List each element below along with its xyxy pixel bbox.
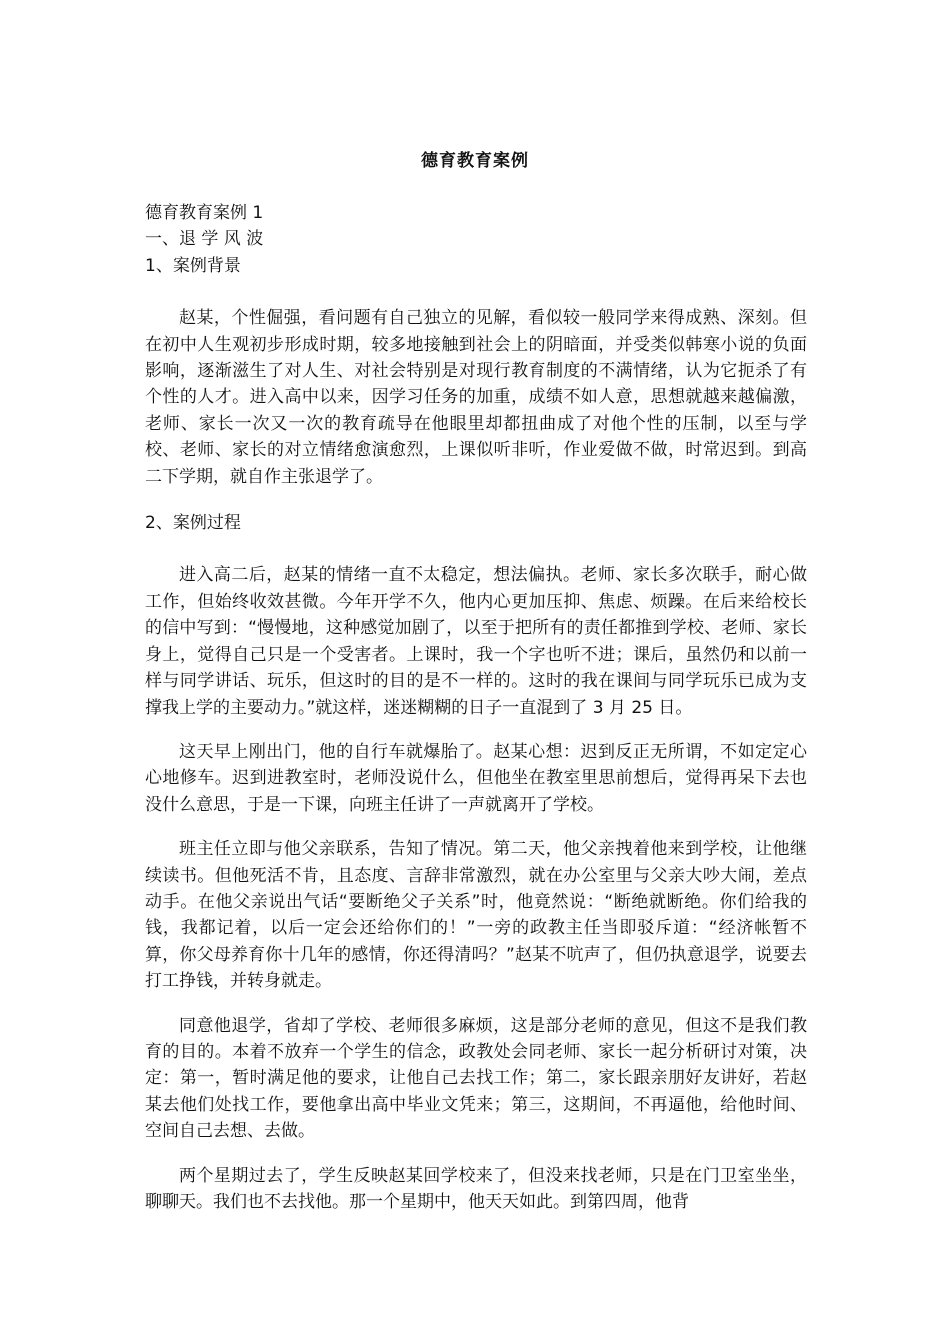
heading-background: 1、案例背景 bbox=[145, 255, 241, 276]
case-label: 德育教育案例 1 bbox=[145, 203, 264, 223]
paragraph: 进入高二后，赵某的情绪一直不太稳定，想法偏执。老师、家长多次联手，耐心做工作，但始终收效甚微。今年开学不久，他内心更加压抑、焦虑、烦躁。在后来给校长的信中写到：“慢慢地，这种感觉加剧了，以至于把所有的责任都推到学校、老师、家长身上，觉得自己只是一个受害者。上课时，我一个字也听不进；课后，虽然仍和以前一样与同学讲话、玩乐，但这时的目的是不一样的。这时的我在课间与同学玩乐已成为支撑我上学的主要动力。”就这样，迷迷糊糊的日子一直混到了 3 月 25 日。 bbox=[145, 565, 807, 718]
heading-process: 2、案例过程 bbox=[145, 513, 241, 534]
paragraph-background: 赵某，个性倔强，看问题有自己独立的见解，看似较一般同学来得成熟、深刻。但在初中人生观初步形成时期，较多地接触到社会上的阴暗面，并受类似韩寒小说的负面影响，逐渐滋生了对人生、对社会特别是对现行教育制度的不满情绪，认为它扼杀了有个性的人才。进入高中以来，因学习任务的加重，成绩不如人意，思想就越来越偏激，老师、家长一次又一次的教育疏导在他眼里却都扭曲成了对他个性的压制，以至与学校、老师、家长的对立情绪愈演愈烈，上课似听非听，作业爱做不做，时常迟到。到高二下学期，就自作主张退学了。 bbox=[145, 308, 807, 487]
paragraph: 两个星期过去了，学生反映赵某回学校来了，但没来找老师，只是在门卫室坐坐，聊聊天。我们也不去找他。那一个星期中，他天天如此。到第四周，他背 bbox=[145, 1165, 807, 1212]
paragraph: 班主任立即与他父亲联系，告知了情况。第二天，他父亲拽着他来到学校，让他继续读书。但他死活不肯，且态度、言辞非常激烈，就在办公室里与父亲大吵大闹，差点动手。在他父亲说出气话“要断绝父子关系”时，他竟然说：“断绝就断绝。你们给我的钱，我都记着，以后一定会还给你们的！”一旁的政教主任当即驳斥道：“经济帐暂不算，你父母养育你十几年的感情，你还得清吗？”赵某不吭声了，但仍执意退学，说要去打工挣钱，并转身就走。 bbox=[145, 839, 807, 992]
document-title: 德育教育案例 bbox=[421, 151, 529, 171]
document-body bbox=[145, 200, 807, 1215]
paragraph: 同意他退学，省却了学校、老师很多麻烦，这是部分老师的意见，但这不是我们教育的目的。本着不放弃一个学生的信念，政教处会同老师、家长一起分析研讨对策，决定：第一，暂时满足他的要求，让他自己去找工作；第二，家长跟亲朋好友讲好，若赵某去他们处找工作，要他拿出高中毕业文凭来；第三，这期间，不再逼他，给他时间、空间自己去想、去做。 bbox=[145, 1015, 807, 1142]
section-title: 一、退 学 风 波 bbox=[145, 229, 264, 250]
paragraph: 这天早上刚出门，他的自行车就爆胎了。赵某心想：迟到反正无所谓，不如定定心心地修车。迟到进教室时，老师没说什么，但他坐在教室里思前想后，觉得再呆下去也没什么意思，于是一下课，向班主任讲了一声就离开了学校。 bbox=[145, 741, 807, 815]
